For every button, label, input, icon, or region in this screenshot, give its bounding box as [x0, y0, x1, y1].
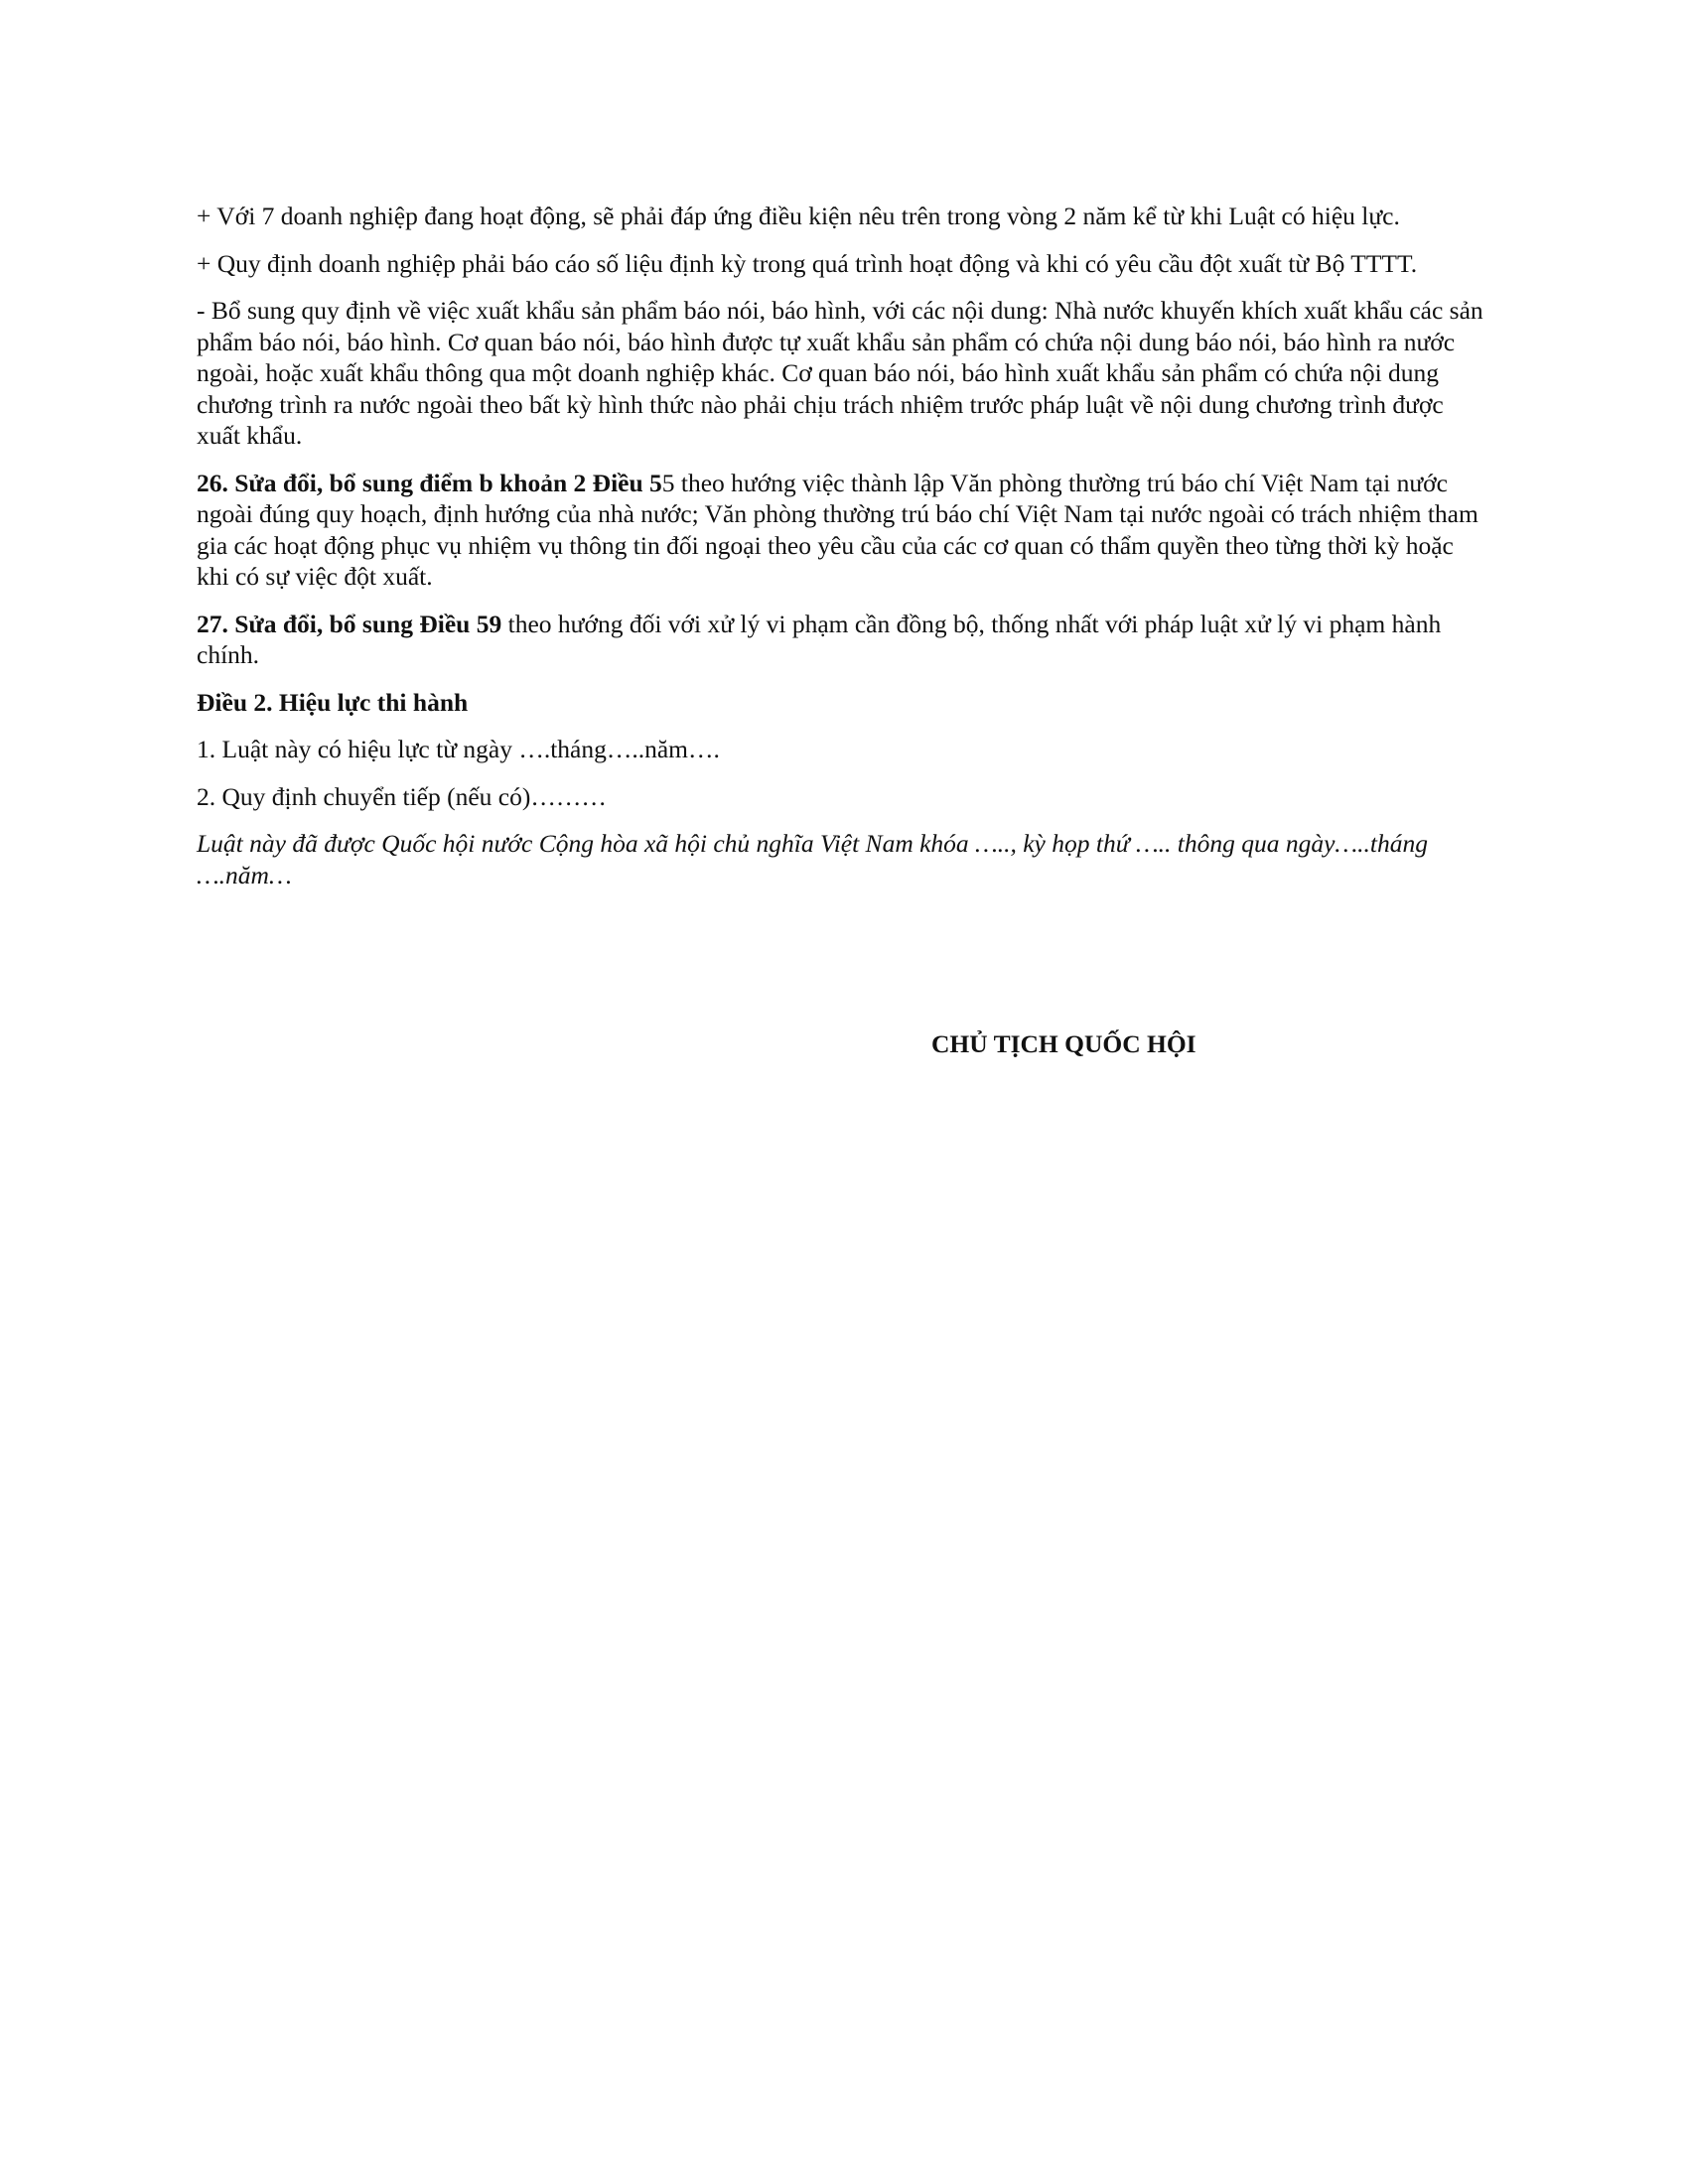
paragraph-reporting-requirement: + Quy định doanh nghiệp phải báo cáo số liệu định kỳ trong quá trình hoạt động và khi có yêu cầu đột xuất từ Bộ TTTT. [197, 248, 1418, 278]
amendment-27-heading: 27. Sửa đổi, bổ sung Điều 59 [197, 609, 502, 638]
amendment-26-heading: 26. Sửa đổi, bổ sung điểm b khoản 2 Điều 5 [197, 468, 662, 497]
document-body [197, 201, 1491, 906]
effective-date-item: 1. Luật này có hiệu lực từ ngày ….tháng…..năm…. [197, 735, 720, 763]
amendment-27-text: theo hướng đối với xử lý vi phạm cần đồng bộ, thống nhất với pháp luật xử lý vi phạm hành chính. [197, 609, 1442, 669]
paragraph-amendment-26 [197, 468, 1491, 593]
closing-statement: Luật này đã được Quốc hội nước Cộng hòa xã hội chủ nghĩa Việt Nam khóa ….., kỳ họp thứ ….. thông qua ngày…..tháng ….năm… [197, 829, 1428, 889]
amendment-26-text: 5 theo hướng việc thành lập Văn phòng thường trú báo chí Việt Nam tại nước ngoài đúng quy hoạch, định hướng của nhà nước; Văn phòng thường trú báo chí Việt Nam tại nước ngoài có trách nhiệm tham gia các hoạt động phục vụ nhiệm vụ thông tin đối ngoại theo yêu cầu của các cơ quan có thẩm quyền theo từng thời kỳ hoặc khi có sự việc đột xuất. [197, 468, 1478, 591]
paragraph-amendment-27 [197, 609, 1491, 671]
signature-title: CHỦ TỊCH QUỐC HỘI [931, 1029, 1196, 1058]
article-2-heading: Điều 2. Hiệu lực thi hành [197, 687, 469, 717]
paragraph-export-provisions: - Bổ sung quy định về việc xuất khẩu sản phẩm báo nói, báo hình, với các nội dung: Nhà nước khuyến khích xuất khẩu các sản phẩm báo nói, báo hình. Cơ quan báo nói, báo hình được tự xuất khẩu sản phẩm có chứa nội dung báo nói, báo hình ra nước ngoài, hoặc xuất khẩu thông qua một doanh nghiệp khác. Cơ quan báo nói, báo hình xuất khẩu sản phẩm có chứa nội dung chương trình ra nước ngoài theo bất kỳ hình thức nào phải chịu trách nhiệm trước pháp luật về nội dung chương trình được xuất khẩu. [197, 296, 1483, 450]
paragraph-existing-enterprises: + Với 7 doanh nghiệp đang hoạt động, sẽ phải đáp ứng điều kiện nêu trên trong vòng 2 năm kể từ khi Luật có hiệu lực. [197, 202, 1400, 230]
transition-item: 2. Quy định chuyển tiếp (nếu có)……… [197, 781, 607, 811]
